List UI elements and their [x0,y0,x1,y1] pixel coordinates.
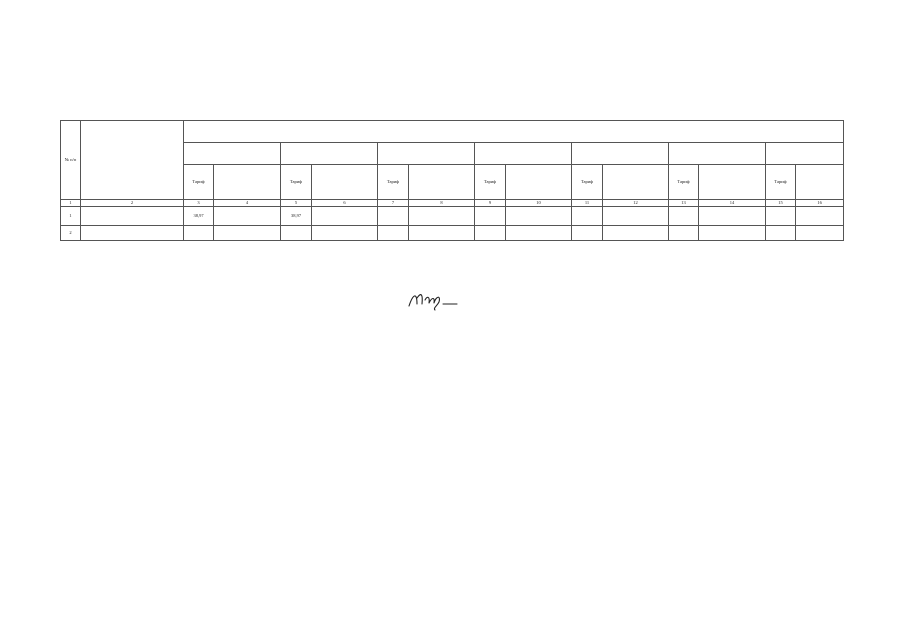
tariff-vat-cell [796,206,844,225]
tariff-vat-cell [506,225,572,240]
tariff-vat-cell [409,206,475,225]
tariff-vat-cell [796,225,844,240]
tariff-header: Тариф [475,165,506,200]
tariff-vat-cell [506,206,572,225]
tariff-vat-cell [409,225,475,240]
column-number: 7 [378,200,409,207]
tariff-cell [378,225,409,240]
tariff-cell [572,225,603,240]
column-number: 6 [312,200,378,207]
period-header [572,143,669,165]
column-number: 15 [766,200,796,207]
header-name [81,121,184,200]
period-header [184,143,281,165]
period-header [378,143,475,165]
tariff-cell: 38,97 [281,206,312,225]
header-group-title [184,121,844,143]
header-number: № п/п [61,121,81,200]
tariff-header: Тариф [281,165,312,200]
handwritten-signature [405,288,485,312]
tariff-header: Тариф [572,165,603,200]
tariff-cell: 38,97 [184,206,214,225]
tariff-vat-cell [699,225,766,240]
column-number: 5 [281,200,312,207]
tariff-cell [669,225,699,240]
column-number: 8 [409,200,475,207]
column-number: 3 [184,200,214,207]
period-header [766,143,844,165]
tariff-header: Тариф [669,165,699,200]
tariff-cell [572,206,603,225]
tariff-vat-cell [312,225,378,240]
tariff-vat-cell [603,225,669,240]
column-number: 4 [214,200,281,207]
tariff-vat-cell [214,225,281,240]
tariff-vat-header [409,165,475,200]
row-name [81,206,184,225]
tariff-vat-header [699,165,766,200]
tariff-vat-header [603,165,669,200]
period-header [475,143,572,165]
tariff-cell [669,206,699,225]
row-name [81,225,184,240]
tariff-cell [766,206,796,225]
tariff-cell [766,225,796,240]
tariff-vat-header [312,165,378,200]
column-number: 13 [669,200,699,207]
column-number: 10 [506,200,572,207]
tariff-header: Тариф [184,165,214,200]
tariff-vat-header [506,165,572,200]
row-number: 1 [61,206,81,225]
tariff-vat-cell [214,206,281,225]
tariff-cell [281,225,312,240]
tariff-cell [184,225,214,240]
tariff-header: Тариф [766,165,796,200]
row-number: 2 [61,225,81,240]
tariff-vat-cell [312,206,378,225]
tariff-cell [475,206,506,225]
period-header [281,143,378,165]
column-number: 14 [699,200,766,207]
tariff-vat-cell [699,206,766,225]
table-row [61,206,844,225]
column-number: 9 [475,200,506,207]
period-header [669,143,766,165]
column-number: 16 [796,200,844,207]
column-number: 2 [81,200,184,207]
column-number: 11 [572,200,603,207]
column-number: 1 [61,200,81,207]
tariff-vat-header [214,165,281,200]
column-number: 12 [603,200,669,207]
table-row [61,225,844,240]
tariff-vat-cell [603,206,669,225]
tariff-table [60,120,844,241]
tariff-cell [378,206,409,225]
tariff-header: Тариф [378,165,409,200]
tariff-cell [475,225,506,240]
tariff-vat-header [796,165,844,200]
